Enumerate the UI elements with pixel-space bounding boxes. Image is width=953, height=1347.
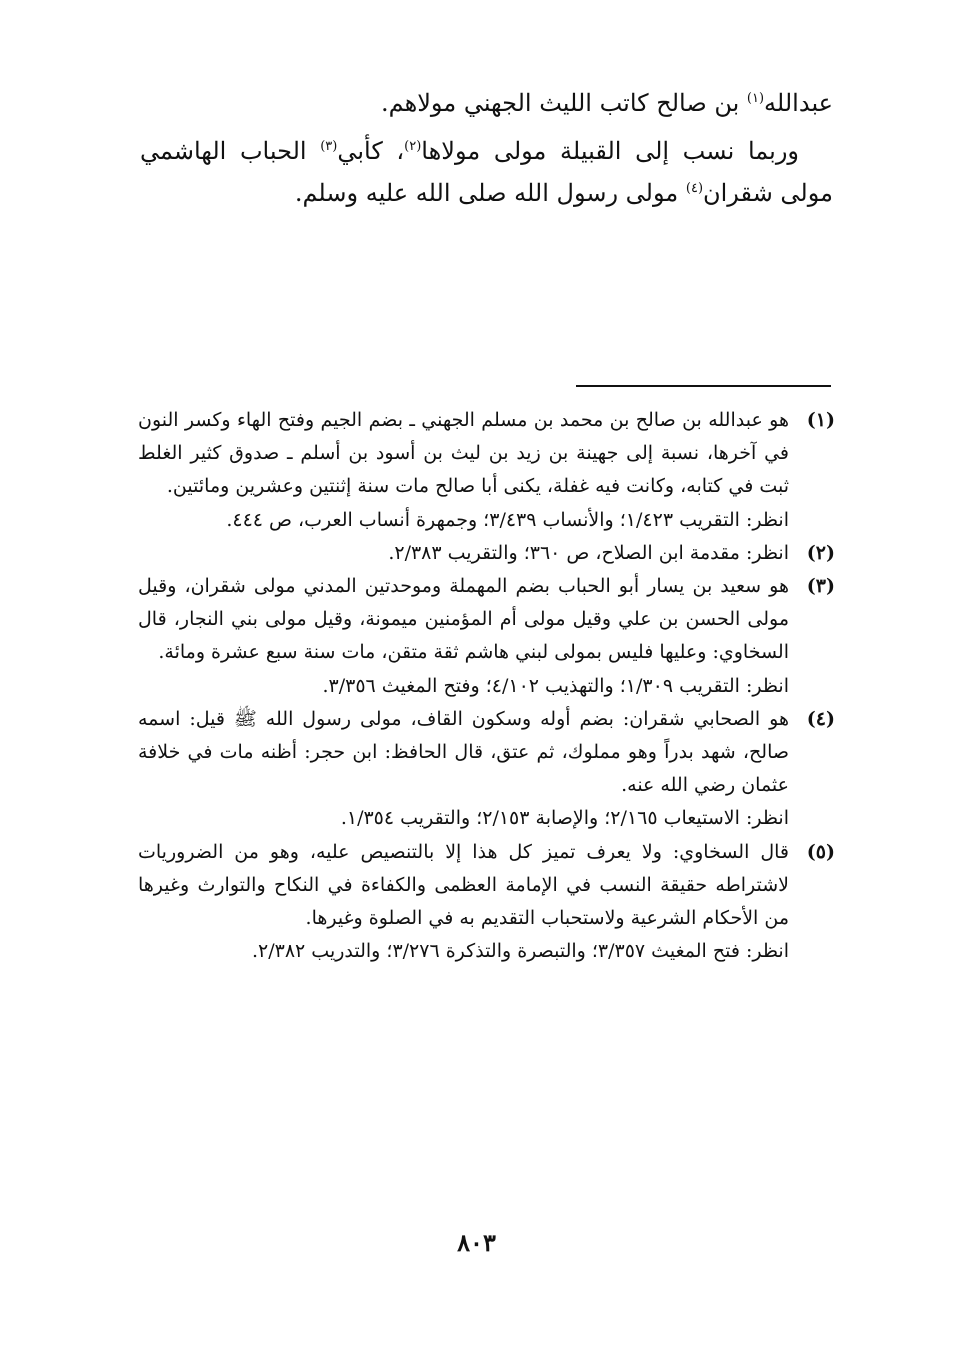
footnote-reference: انظر: التقريب ١/٤٢٣؛ والأنساب ٣/٤٣٩؛ وجمهرة أنساب العرب، ص ٤٤٤.: [226, 508, 789, 531]
footnote-text: هو عبدالله بن صالح بن محمد بن مسلم الجهني ـ بضم الجيم وفتح الهاء وكسر النون في آخرها، نسبة إلى جهينة بن زيد بن ليث بن أسود بن أسلم ـ صدوق كثير الغلط ثبت في كتابه، وكانت فيه غفلة، يكنى أبا صالح مات سنة إثنتين وعشرين ومائتين.: [138, 409, 789, 498]
main-text-segment: عبدالله: [764, 89, 833, 117]
footnotes: [138, 404, 835, 968]
footnote-text: هو سعيد بن يسار أبو الحباب بضم المهملة وموحدتين المدني مولى شقران، وقيل مولى الحسن بن علي وقيل مولى أم المؤمنين ميمونة، وقيل مولى بني النجار، قال السخاوي: وعليها فليس بمولى لبني هاشم ثقة متقن، مات سنة سبع عشرة ومائة.: [138, 575, 789, 664]
footnote-2: [138, 537, 835, 570]
main-text-segment: الحباب الهاشمي مولى شقران: [140, 137, 833, 207]
main-text-segment: بن صالح كاتب الليث الجهني مولاهم.: [380, 89, 747, 117]
footnote-marker-1: (١): [746, 91, 765, 106]
footnote-5: [138, 836, 835, 969]
footnote-number: (٣): [806, 575, 835, 598]
footnote-separator: [576, 385, 831, 387]
footnote-1: [138, 404, 835, 537]
page-number: ٨٠٣: [457, 1228, 496, 1257]
footnote-number: (٥): [806, 840, 835, 863]
footnote-text: هو الصحابي شقران: بضم أوله وسكون القاف، مولى رسول الله ﷺ قيل: اسمه صالح، شهد بدراً وهو مملوك، ثم عتق، قال الحافظ: ابن حجر: أظنه مات في خلافة عثمان رضي الله عنه.: [138, 707, 789, 797]
footnote-3: [138, 570, 835, 703]
footnote-reference: انظر: فتح المغيث ٣/٣٥٧؛ والتبصرة والتذكرة ٣/٢٧٦؛ والتدريب ٢/٣٨٢.: [251, 940, 789, 963]
footnote-4: [138, 703, 835, 836]
footnote-number: (١): [806, 409, 835, 431]
main-text-segment: ، كأبي: [337, 137, 405, 165]
main-paragraph-1: [140, 82, 833, 124]
footnote-reference: انظر: التقريب ١/٣٠٩؛ والتهذيب ٤/١٠٢؛ وفتح المغيث ٣/٣٥٦.: [322, 674, 789, 697]
main-paragraph-2: [140, 130, 833, 214]
footnote-text: انظر: مقدمة ابن الصلاح، ص ٣٦٠؛ والتقريب ٢/٣٨٣.: [388, 541, 789, 564]
footnote-number: (٤): [806, 707, 835, 730]
main-text-segment: وربما نسب إلى القبيلة مولى مولاها: [421, 137, 799, 165]
footnote-marker-3: (٣): [320, 139, 338, 154]
main-text-segment: مولى رسول الله صلى الله عليه وسلم.: [294, 179, 686, 207]
footnote-reference: انظر: الاستيعاب ٢/١٦٥؛ والإصابة ٢/١٥٣؛ والتقريب ١/٣٥٤.: [340, 807, 789, 830]
footnote-text: قال السخاوي: ولا يعرف تميز كل هذا إلا بالتنصيص عليه، وهو من الضروريات لاشتراطه حقيقة النسب في الإمامة العظمى والكفاءة في النكاح والتوارث وغيرها من الأحكام الشرعية ولاستحباب التقديم به في الصلوة وغيرها.: [138, 840, 789, 930]
main-text: [140, 82, 833, 214]
footnote-marker-4: (٤): [685, 181, 704, 196]
footnote-number: (٢): [806, 541, 835, 564]
footnote-marker-2: (٢): [404, 139, 422, 154]
